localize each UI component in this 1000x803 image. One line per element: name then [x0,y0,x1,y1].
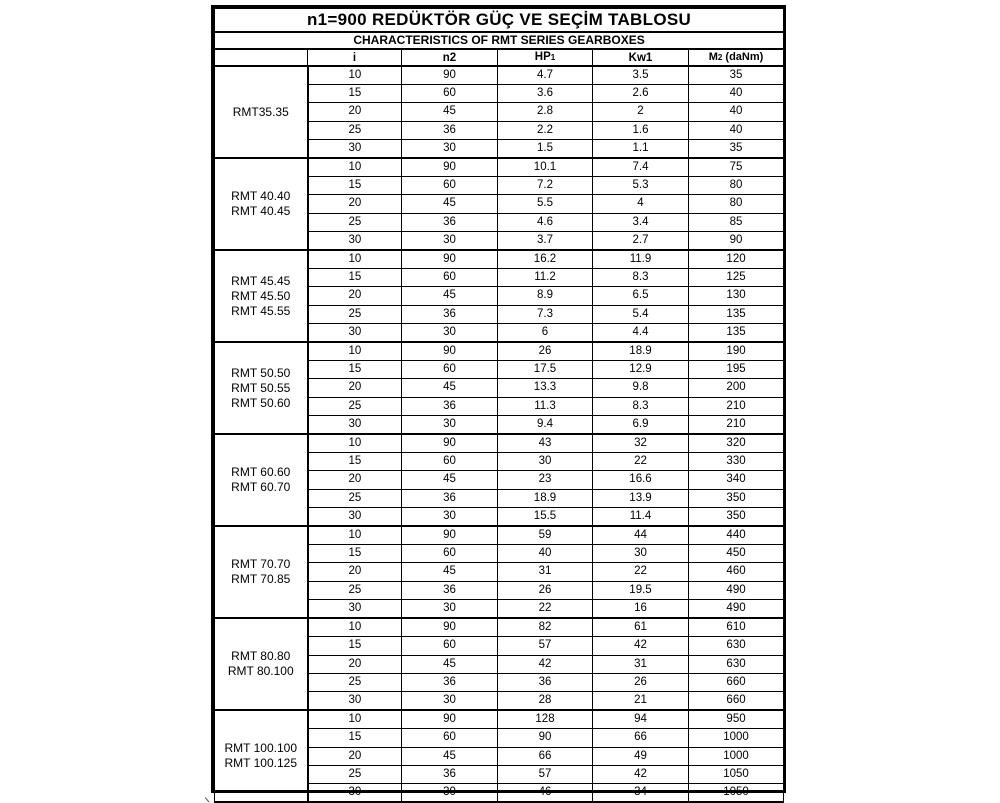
cell-n2: 90 [402,158,498,177]
cell-i: 10 [308,158,402,177]
cell-n2: 60 [402,177,498,195]
cell-hp1: 2.8 [498,103,593,121]
cell-kw1: 34 [593,783,689,802]
cell-i: 20 [308,195,402,213]
cell-m2: 660 [689,673,784,691]
cell-m2: 440 [689,526,784,545]
cell-kw1: 18.9 [593,342,689,361]
cell-n2: 30 [402,783,498,802]
cell-m2: 190 [689,342,784,361]
model-cell: RMT 80.80 RMT 80.100 [215,618,308,710]
cell-m2: 35 [689,66,784,85]
cell-i: 10 [308,434,402,453]
cell-kw1: 5.3 [593,177,689,195]
cell-hp1: 57 [498,637,593,655]
cell-kw1: 6.9 [593,415,689,434]
cell-hp1: 13.3 [498,379,593,397]
cell-kw1: 12.9 [593,361,689,379]
cell-n2: 60 [402,545,498,563]
subtitle-row [215,32,784,49]
table-row [215,710,784,729]
cell-m2: 75 [689,158,784,177]
cell-hp1: 3.7 [498,231,593,250]
header-m2-main: M [708,51,718,63]
cell-n2: 30 [402,691,498,710]
cell-kw1: 11.9 [593,250,689,269]
cell-hp1: 5.5 [498,195,593,213]
cell-m2: 40 [689,121,784,139]
cell-kw1: 16.6 [593,471,689,489]
cell-m2: 80 [689,177,784,195]
cell-hp1: 57 [498,765,593,783]
cell-i: 15 [308,85,402,103]
corner-mark [205,793,214,802]
cell-m2: 1000 [689,729,784,747]
cell-hp1: 3.6 [498,85,593,103]
table-row [215,434,784,453]
cell-kw1: 8.3 [593,397,689,415]
cell-kw1: 22 [593,563,689,581]
cell-m2: 610 [689,618,784,637]
cell-kw1: 21 [593,691,689,710]
cell-n2: 60 [402,637,498,655]
cell-m2: 120 [689,250,784,269]
cell-i: 15 [308,545,402,563]
cell-hp1: 11.2 [498,269,593,287]
cell-i: 30 [308,783,402,802]
cell-i: 30 [308,415,402,434]
cell-hp1: 4.7 [498,66,593,85]
cell-i: 10 [308,710,402,729]
cell-kw1: 16 [593,599,689,618]
table-row [215,66,784,85]
cell-m2: 320 [689,434,784,453]
cell-i: 25 [308,765,402,783]
cell-n2: 30 [402,323,498,342]
cell-hp1: 40 [498,545,593,563]
cell-i: 25 [308,397,402,415]
header-hp-main: HP [534,51,551,63]
cell-kw1: 42 [593,765,689,783]
cell-hp1: 4.6 [498,213,593,231]
cell-n2: 45 [402,287,498,305]
cell-n2: 36 [402,489,498,507]
cell-m2: 210 [689,397,784,415]
cell-kw1: 49 [593,747,689,765]
model-cell: RMT 70.70 RMT 70.85 [215,526,308,618]
cell-n2: 45 [402,195,498,213]
cell-kw1: 13.9 [593,489,689,507]
cell-hp1: 26 [498,581,593,599]
cell-n2: 60 [402,361,498,379]
cell-hp1: 30 [498,453,593,471]
cell-m2: 950 [689,710,784,729]
cell-i: 25 [308,121,402,139]
cell-i: 20 [308,563,402,581]
gearbox-selection-table [211,5,786,798]
cell-kw1: 2 [593,103,689,121]
header-hp-sub: 1 [550,53,556,62]
cell-hp1: 16.2 [498,250,593,269]
cell-hp1: 59 [498,526,593,545]
cell-m2: 200 [689,379,784,397]
cell-n2: 30 [402,599,498,618]
cell-m2: 1050 [689,783,784,802]
cell-kw1: 4.4 [593,323,689,342]
cell-n2: 60 [402,269,498,287]
cell-hp1: 23 [498,471,593,489]
cell-i: 15 [308,177,402,195]
model-cell: RMT 50.50 RMT 50.55 RMT 50.60 [215,342,308,434]
cell-kw1: 3.4 [593,213,689,231]
cell-n2: 60 [402,85,498,103]
cell-i: 25 [308,489,402,507]
cell-i: 25 [308,213,402,231]
cell-m2: 35 [689,139,784,158]
cell-hp1: 6 [498,323,593,342]
cell-i: 10 [308,250,402,269]
cell-i: 20 [308,655,402,673]
cell-m2: 330 [689,453,784,471]
cell-i: 15 [308,269,402,287]
cell-hp1: 43 [498,434,593,453]
cell-m2: 125 [689,269,784,287]
cell-m2: 130 [689,287,784,305]
cell-n2: 36 [402,213,498,231]
header-m2-unit: (daNm) [722,51,764,63]
cell-kw1: 2.6 [593,85,689,103]
cell-hp1: 42 [498,655,593,673]
cell-n2: 90 [402,710,498,729]
cell-i: 25 [308,581,402,599]
table-row [215,250,784,269]
cell-kw1: 1.6 [593,121,689,139]
cell-i: 30 [308,139,402,158]
cell-n2: 90 [402,618,498,637]
cell-m2: 40 [689,85,784,103]
cell-m2: 490 [689,581,784,599]
cell-m2: 630 [689,655,784,673]
cell-i: 25 [308,305,402,323]
header-hp [498,49,593,66]
cell-kw1: 1.1 [593,139,689,158]
header-model [215,49,308,66]
cell-hp1: 66 [498,747,593,765]
cell-i: 15 [308,637,402,655]
cell-hp1: 9.4 [498,415,593,434]
cell-kw1: 8.3 [593,269,689,287]
cell-i: 20 [308,287,402,305]
cell-n2: 60 [402,729,498,747]
cell-i: 10 [308,526,402,545]
cell-m2: 350 [689,507,784,526]
cell-n2: 90 [402,250,498,269]
cell-n2: 45 [402,747,498,765]
cell-i: 30 [308,323,402,342]
cell-n2: 36 [402,581,498,599]
cell-n2: 45 [402,655,498,673]
cell-i: 15 [308,729,402,747]
cell-kw1: 26 [593,673,689,691]
cell-kw1: 7.4 [593,158,689,177]
header-i: i [308,49,402,66]
cell-m2: 450 [689,545,784,563]
table-row [215,618,784,637]
table-row [215,342,784,361]
table-body [215,9,784,803]
cell-hp1: 8.9 [498,287,593,305]
cell-m2: 85 [689,213,784,231]
cell-n2: 90 [402,342,498,361]
cell-n2: 90 [402,434,498,453]
cell-hp1: 11.3 [498,397,593,415]
cell-m2: 135 [689,323,784,342]
cell-kw1: 31 [593,655,689,673]
cell-m2: 460 [689,563,784,581]
cell-hp1: 7.2 [498,177,593,195]
cell-i: 25 [308,673,402,691]
cell-n2: 60 [402,453,498,471]
cell-hp1: 26 [498,342,593,361]
cell-m2: 90 [689,231,784,250]
cell-m2: 80 [689,195,784,213]
cell-hp1: 82 [498,618,593,637]
cell-i: 15 [308,453,402,471]
model-cell: RMT 60.60 RMT 60.70 [215,434,308,526]
header-kw: Kw1 [593,49,689,66]
cell-kw1: 4 [593,195,689,213]
cell-i: 30 [308,599,402,618]
cell-i: 20 [308,379,402,397]
cell-i: 30 [308,691,402,710]
cell-m2: 195 [689,361,784,379]
cell-n2: 36 [402,121,498,139]
cell-i: 20 [308,103,402,121]
cell-n2: 30 [402,415,498,434]
cell-m2: 660 [689,691,784,710]
cell-hp1: 15.5 [498,507,593,526]
model-cell: RMT 45.45 RMT 45.50 RMT 45.55 [215,250,308,342]
cell-n2: 36 [402,673,498,691]
cell-hp1: 2.2 [498,121,593,139]
cell-hp1: 28 [498,691,593,710]
header-n2: n2 [402,49,498,66]
cell-kw1: 30 [593,545,689,563]
cell-m2: 490 [689,599,784,618]
cell-kw1: 66 [593,729,689,747]
cell-kw1: 32 [593,434,689,453]
cell-kw1: 19.5 [593,581,689,599]
cell-hp1: 1.5 [498,139,593,158]
table-subtitle: CHARACTERISTICS OF RMT SERIES GEARBOXES [215,32,784,49]
cell-i: 15 [308,361,402,379]
cell-hp1: 31 [498,563,593,581]
cell-n2: 90 [402,66,498,85]
cell-m2: 1000 [689,747,784,765]
cell-i: 10 [308,342,402,361]
table-row [215,526,784,545]
cell-kw1: 11.4 [593,507,689,526]
cell-n2: 30 [402,231,498,250]
cell-i: 10 [308,66,402,85]
cell-n2: 36 [402,765,498,783]
model-cell: RMT35.35 [215,66,308,158]
cell-kw1: 44 [593,526,689,545]
cell-m2: 135 [689,305,784,323]
cell-hp1: 7.3 [498,305,593,323]
cell-n2: 30 [402,139,498,158]
cell-n2: 36 [402,397,498,415]
cell-m2: 1050 [689,765,784,783]
cell-n2: 45 [402,379,498,397]
cell-n2: 90 [402,526,498,545]
cell-hp1: 18.9 [498,489,593,507]
title-row [215,9,784,33]
model-cell: RMT 100.100 RMT 100.125 [215,710,308,802]
cell-n2: 36 [402,305,498,323]
cell-kw1: 61 [593,618,689,637]
cell-m2: 630 [689,637,784,655]
cell-m2: 40 [689,103,784,121]
header-row [215,49,784,66]
cell-m2: 340 [689,471,784,489]
cell-kw1: 9.8 [593,379,689,397]
table-title: n1=900 REDÜKTÖR GÜÇ VE SEÇİM TABLOSU [215,9,784,33]
cell-i: 20 [308,471,402,489]
cell-hp1: 36 [498,673,593,691]
cell-kw1: 6.5 [593,287,689,305]
cell-hp1: 17.5 [498,361,593,379]
cell-i: 30 [308,231,402,250]
cell-n2: 45 [402,103,498,121]
cell-n2: 30 [402,507,498,526]
cell-kw1: 42 [593,637,689,655]
cell-kw1: 3.5 [593,66,689,85]
cell-hp1: 10.1 [498,158,593,177]
cell-kw1: 5.4 [593,305,689,323]
header-m2-sub: 2 [717,53,723,62]
cell-m2: 210 [689,415,784,434]
cell-i: 30 [308,507,402,526]
cell-kw1: 2.7 [593,231,689,250]
header-m2 [689,49,784,66]
table-row [215,158,784,177]
cell-hp1: 46 [498,783,593,802]
cell-i: 10 [308,618,402,637]
cell-n2: 45 [402,563,498,581]
data-table [214,8,784,803]
cell-i: 20 [308,747,402,765]
cell-hp1: 90 [498,729,593,747]
cell-kw1: 22 [593,453,689,471]
cell-hp1: 128 [498,710,593,729]
cell-n2: 45 [402,471,498,489]
cell-hp1: 22 [498,599,593,618]
cell-kw1: 94 [593,710,689,729]
model-cell: RMT 40.40 RMT 40.45 [215,158,308,250]
cell-m2: 350 [689,489,784,507]
